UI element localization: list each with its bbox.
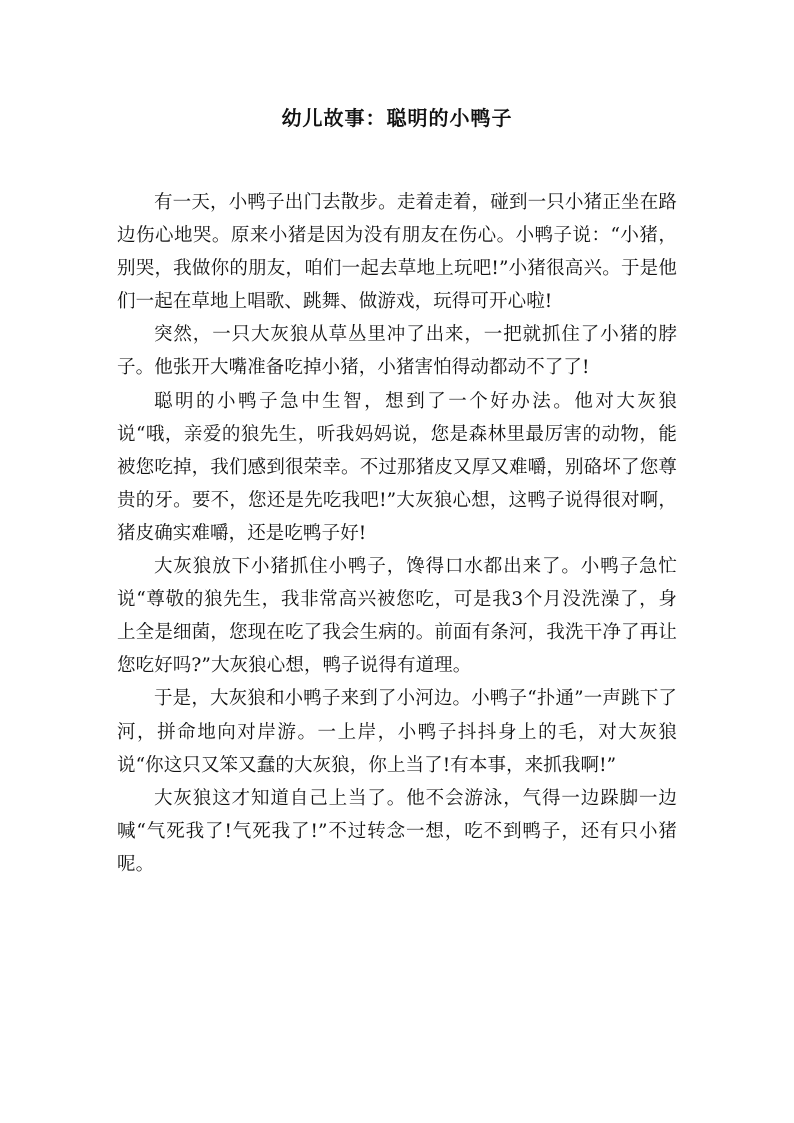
story-paragraph-3: 聪明的小鸭子急中生智，想到了一个好办法。他对大灰狼说“哦，亲爱的狼先生，听我妈妈说，您是森林里最厉害的动物，能被您吃掉，我们感到很荣幸。不过那猪皮又厚又难嚼，别硌坏了您尊贵的牙。要不，您还是先吃我吧!”大灰狼心想，这鸭子说得很对啊，猪皮确实难嚼，还是吃鸭子好!	[117, 390, 677, 544]
story-paragraph-6: 大灰狼这才知道自己上当了。他不会游泳，气得一边跺脚一边喊“气死我了!气死我了!”不过转念一想，吃不到鸭子，还有只小猪呢。	[117, 787, 677, 875]
story-title: 幼儿故事：聪明的小鸭子	[281, 106, 513, 130]
story-paragraph-1: 有一天，小鸭子出门去散步。走着走着，碰到一只小猪正坐在路边伤心地哭。原来小猪是因为没有朋友在伤心。小鸭子说：“小猪，别哭，我做你的朋友，咱们一起去草地上玩吧!”小猪很高兴。于是他们一起在草地上唱歌、跳舞、做游戏，玩得可开心啦!	[117, 192, 677, 313]
story-paragraph-4: 大灰狼放下小猪抓住小鸭子，馋得口水都出来了。小鸭子急忙说“尊敬的狼先生，我非常高兴被您吃，可是我3个月没洗澡了，身上全是细菌，您现在吃了我会生病的。前面有条河，我洗干净了再让您吃好吗?”大灰狼心想，鸭子说得有道理。	[117, 556, 677, 677]
story-body	[117, 186, 677, 881]
story-paragraph-2: 突然，一只大灰狼从草丛里冲了出来，一把就抓住了小猪的脖子。他张开大嘴准备吃掉小猪，小猪害怕得动都动不了了!	[117, 324, 677, 379]
story-paragraph-5: 于是，大灰狼和小鸭子来到了小河边。小鸭子“扑通”一声跳下了河，拼命地向对岸游。一上岸，小鸭子抖抖身上的毛，对大灰狼说“你这只又笨又蠢的大灰狼，你上当了!有本事，来抓我啊!”	[117, 688, 677, 776]
